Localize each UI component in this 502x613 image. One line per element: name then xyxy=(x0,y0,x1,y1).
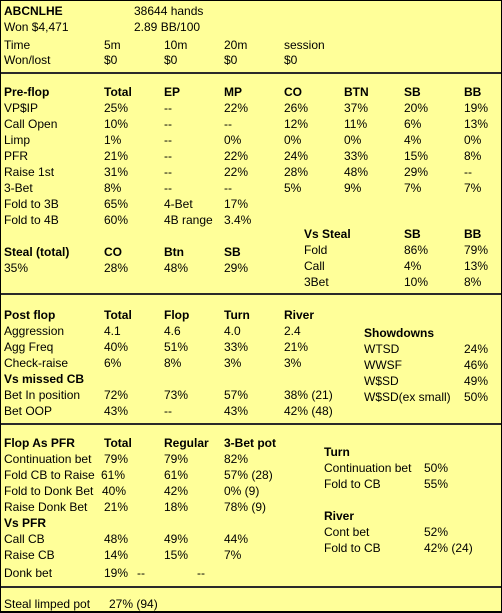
stat-value: 18% xyxy=(164,500,189,514)
won-amount: Won $4,471 xyxy=(4,20,69,34)
stat-label: Limp xyxy=(4,133,31,147)
preflop-col-ep: EP xyxy=(164,85,181,99)
won-lost-session: $0 xyxy=(284,53,298,67)
hands-count: 38644 hands xyxy=(134,4,204,18)
river-heading: River xyxy=(324,509,355,523)
stat-value: 20% xyxy=(404,101,429,115)
steal-limped-pot-label: Steal limped pot xyxy=(4,597,91,611)
stat-value: 21% xyxy=(284,340,309,354)
stat-value: 22% xyxy=(224,165,249,179)
donk-bet-label: Donk bet xyxy=(4,566,53,580)
stat-value: 15% xyxy=(404,149,429,163)
period-5m: 5m xyxy=(104,38,121,52)
stat-value: -- xyxy=(224,117,232,131)
steal-limped-pot-value: 27% (94) xyxy=(109,597,158,611)
stat-value: 10% xyxy=(104,117,129,131)
donk-bet-turn-value: -- xyxy=(197,566,205,580)
won-lost-label: Won/lost xyxy=(4,53,51,67)
stat-value: 48% xyxy=(344,165,369,179)
vs-steal-value: 10% xyxy=(404,275,429,289)
vs-steal-value: 86% xyxy=(404,243,429,257)
player-name: ABCNLHE xyxy=(4,4,63,18)
postflop-col-flop: Flop xyxy=(164,308,190,322)
stat-label: Aggression xyxy=(4,324,65,338)
stat-value: 61% xyxy=(164,468,189,482)
steal-sb-value: 29% xyxy=(224,261,249,275)
stat-value: 1% xyxy=(104,133,122,147)
stat-value: 28% xyxy=(284,165,309,179)
stat-value: 8% xyxy=(164,356,182,370)
stat-value: 9% xyxy=(344,181,362,195)
stat-label: Raise CB xyxy=(4,548,55,562)
stat-value: 4.6 xyxy=(164,324,181,338)
four-bet-range-label: 4B range xyxy=(164,213,213,227)
stat-value: 49% xyxy=(164,532,189,546)
stat-value: 42% xyxy=(164,484,189,498)
stat-value: 6% xyxy=(104,356,122,370)
stat-label: Call Open xyxy=(4,117,58,131)
vs-steal-heading: Vs Steal xyxy=(304,227,351,241)
stat-label: Check-raise xyxy=(4,356,69,370)
stat-label: Cont bet xyxy=(324,525,370,539)
fold-to-4b-value: 60% xyxy=(104,213,129,227)
stat-value: 52% xyxy=(424,525,449,539)
stat-value: -- xyxy=(164,404,172,418)
stat-label: VP$IP xyxy=(4,101,39,115)
stat-value: -- xyxy=(164,101,172,115)
fold-to-4b-label: Fold to 4B xyxy=(4,213,59,227)
period-20m: 20m xyxy=(224,38,248,52)
preflop-col-btn: BTN xyxy=(344,85,369,99)
stat-value: 40% xyxy=(104,340,129,354)
flop-pfr-col-3bet-pot: 3-Bet pot xyxy=(224,436,276,450)
flop-as-pfr-heading: Flop As PFR xyxy=(4,436,75,450)
stat-value: 22% xyxy=(224,101,249,115)
stat-value: 61% xyxy=(101,468,126,482)
stat-value: 55% xyxy=(424,477,449,491)
stat-value: 79% xyxy=(104,452,129,466)
vs-steal-value: 13% xyxy=(464,259,489,273)
stat-value: 12% xyxy=(284,117,309,131)
stat-value: 6% xyxy=(404,117,422,131)
divider xyxy=(1,72,501,74)
stat-value: 78% (9) xyxy=(224,500,267,514)
postflop-col-river: River xyxy=(284,308,315,322)
bb-per-100: 2.89 BB/100 xyxy=(134,20,201,34)
won-lost-5m: $0 xyxy=(104,53,118,67)
divider xyxy=(1,423,501,425)
stat-value: 7% xyxy=(404,181,422,195)
postflop-col-total: Total xyxy=(104,308,132,322)
stat-value: 25% xyxy=(104,101,129,115)
stat-value: 33% xyxy=(224,340,249,354)
stat-label: Fold to Donk Bet xyxy=(4,484,94,498)
stat-value: 0% xyxy=(464,133,482,147)
vs-steal-label: Fold xyxy=(304,243,328,257)
stat-value: 50% xyxy=(424,461,449,475)
stat-value: 73% xyxy=(164,388,189,402)
showdowns-heading: Showdowns xyxy=(364,326,434,340)
stat-label: Bet In position xyxy=(4,388,81,402)
stat-value: 21% xyxy=(104,149,129,163)
stat-label: W$SD(ex small) xyxy=(364,390,451,404)
stat-value: 0% xyxy=(284,133,302,147)
stat-label: Bet OOP xyxy=(4,404,53,418)
stat-value: 48% xyxy=(104,532,129,546)
stat-label: WTSD xyxy=(364,342,400,356)
steal-total-value: 35% xyxy=(4,261,29,275)
stat-value: 37% xyxy=(344,101,369,115)
stat-value: 42% (48) xyxy=(284,404,333,418)
stat-value: -- xyxy=(164,133,172,147)
stat-label: Agg Freq xyxy=(4,340,54,354)
stat-value: 26% xyxy=(284,101,309,115)
stat-value: 4% xyxy=(404,133,422,147)
stat-label: Fold to CB xyxy=(324,541,381,555)
stat-value: 0% xyxy=(224,133,242,147)
stat-value: -- xyxy=(224,181,232,195)
stat-value: 5% xyxy=(284,181,302,195)
missed-cb-heading: Vs missed CB xyxy=(4,372,85,386)
stat-label: Call CB xyxy=(4,532,45,546)
player-stats-hud xyxy=(1,1,501,611)
stat-value: 13% xyxy=(464,117,489,131)
stat-label: Fold to CB xyxy=(324,477,381,491)
postflop-heading: Post flop xyxy=(4,308,56,322)
stat-value: 50% xyxy=(464,390,489,404)
vs-steal-value: 79% xyxy=(464,243,489,257)
stat-value: 2.4 xyxy=(284,324,301,338)
period-10m: 10m xyxy=(164,38,188,52)
stat-value: -- xyxy=(464,165,472,179)
stat-value: 11% xyxy=(344,117,368,131)
stat-label: Fold CB to Raise xyxy=(4,468,95,482)
stat-value: 4.1 xyxy=(104,324,121,338)
divider xyxy=(1,586,501,588)
stat-value: 8% xyxy=(104,181,122,195)
stat-value: 3% xyxy=(224,356,242,370)
stat-label: WWSF xyxy=(364,358,402,372)
stat-value: 42% (24) xyxy=(424,541,473,555)
preflop-col-mp: MP xyxy=(224,85,242,99)
stat-value: 79% xyxy=(164,452,189,466)
four-bet-value: 17% xyxy=(224,197,249,211)
steal-heading: Steal (total) xyxy=(4,245,70,259)
stat-value: 43% xyxy=(104,404,129,418)
vs-steal-label: Call xyxy=(304,259,325,273)
stat-value: 0% (9) xyxy=(224,484,260,498)
stat-value: 21% xyxy=(104,500,129,514)
donk-bet-flop-value: -- xyxy=(137,566,145,580)
vs-steal-col-bb: BB xyxy=(464,227,482,241)
steal-col-btn: Btn xyxy=(164,245,184,259)
won-lost-10m: $0 xyxy=(164,53,178,67)
flop-pfr-col-total: Total xyxy=(104,436,132,450)
stat-value: 14% xyxy=(104,548,129,562)
stat-value: 22% xyxy=(224,149,249,163)
stat-label: Continuation bet xyxy=(324,461,412,475)
fold-to-3b-label: Fold to 3B xyxy=(4,197,59,211)
stat-value: 82% xyxy=(224,452,249,466)
stat-value: 38% (21) xyxy=(284,388,333,402)
flop-pfr-col-regular: Regular xyxy=(164,436,209,450)
stat-label: Raise 1st xyxy=(4,165,55,179)
vs-pfr-heading: Vs PFR xyxy=(4,516,47,530)
stat-label: W$SD xyxy=(364,374,399,388)
stat-label: Raise Donk Bet xyxy=(4,500,88,514)
stat-value: -- xyxy=(164,117,172,131)
four-bet-range-value: 3.4% xyxy=(224,213,252,227)
stat-label: Continuation bet xyxy=(4,452,92,466)
preflop-col-co: CO xyxy=(284,85,302,99)
steal-col-co: CO xyxy=(104,245,122,259)
stat-value: -- xyxy=(164,181,172,195)
stat-value: -- xyxy=(164,165,172,179)
stat-value: 7% xyxy=(224,548,242,562)
stat-value: 44% xyxy=(224,532,249,546)
postflop-col-turn: Turn xyxy=(224,308,250,322)
donk-bet-value: 19% xyxy=(104,566,129,580)
stat-value: 0% xyxy=(344,133,362,147)
won-lost-20m: $0 xyxy=(224,53,238,67)
steal-col-sb: SB xyxy=(224,245,241,259)
stat-value: 7% xyxy=(464,181,482,195)
preflop-col-total: Total xyxy=(104,85,132,99)
time-label: Time xyxy=(4,38,31,52)
preflop-col-bb: BB xyxy=(464,85,482,99)
stat-value: 29% xyxy=(404,165,429,179)
stat-value: 57% xyxy=(224,388,249,402)
turn-heading: Turn xyxy=(324,445,350,459)
stat-value: 24% xyxy=(284,149,309,163)
stat-value: 15% xyxy=(164,548,189,562)
stat-value: 33% xyxy=(344,149,369,163)
stat-value: 51% xyxy=(164,340,189,354)
stat-value: 31% xyxy=(104,165,129,179)
vs-steal-value: 8% xyxy=(464,275,482,289)
divider xyxy=(1,293,501,295)
stat-value: 46% xyxy=(464,358,489,372)
stat-value: 24% xyxy=(464,342,489,356)
stat-value: 3% xyxy=(284,356,302,370)
stat-value: -- xyxy=(164,149,172,163)
stat-value: 57% (28) xyxy=(224,468,273,482)
stat-value: 8% xyxy=(464,149,482,163)
steal-co-value: 28% xyxy=(104,261,129,275)
vs-steal-col-sb: SB xyxy=(404,227,421,241)
preflop-col-sb: SB xyxy=(404,85,421,99)
period-session: session xyxy=(284,38,325,52)
four-bet-label: 4-Bet xyxy=(164,197,193,211)
stat-value: 43% xyxy=(224,404,249,418)
stat-value: 49% xyxy=(464,374,489,388)
stat-value: 40% xyxy=(102,484,127,498)
steal-btn-value: 48% xyxy=(164,261,189,275)
stat-value: 4.0 xyxy=(224,324,241,338)
vs-steal-value: 4% xyxy=(404,259,422,273)
preflop-heading: Pre-flop xyxy=(4,85,50,99)
stat-label: PFR xyxy=(4,149,28,163)
stat-value: 19% xyxy=(464,101,489,115)
stat-value: 72% xyxy=(104,388,129,402)
stat-label: 3-Bet xyxy=(4,181,33,195)
vs-steal-label: 3Bet xyxy=(304,275,329,289)
fold-to-3b-value: 65% xyxy=(104,197,129,211)
